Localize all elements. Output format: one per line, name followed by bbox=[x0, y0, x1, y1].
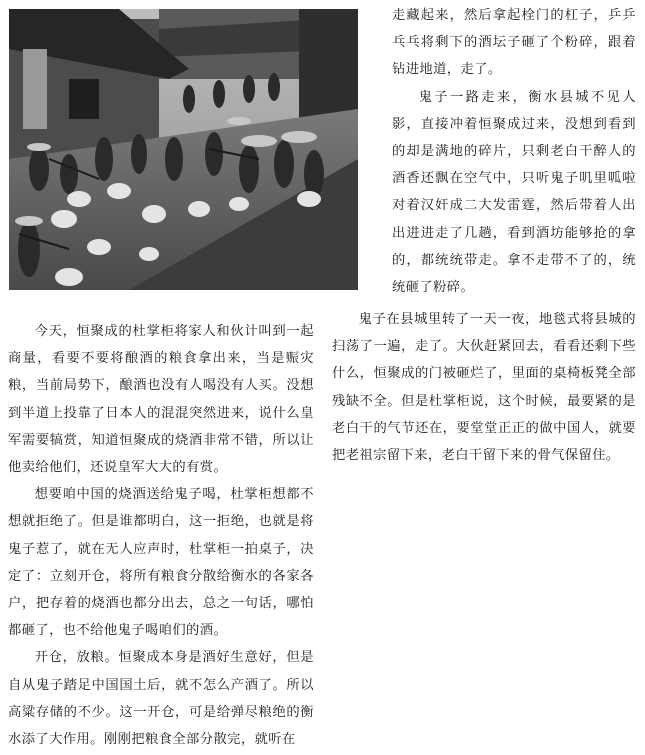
historical-photo bbox=[9, 9, 358, 290]
paragraph: 今天，恒聚成的杜掌柜将家人和伙计叫到一起商量，看要不要将酿酒的粮食拿出来，当是赈灾粮，当前局势下，酿酒也没有人喝没有人买。没想到半道上投靠了日本人的混混突然进来，说什么皇军需要犒赏，知道恒聚成的烧酒非常不错，所以让他卖给他们，还说皇军大大的有赏。 bbox=[8, 324, 314, 476]
right-column-top bbox=[392, 2, 636, 301]
left-column bbox=[8, 318, 314, 753]
paragraph: 鬼子一路走来，衡水县城不见人影，直接冲着恒聚成过来，没想到看到的却是满地的碎片，只剩老白干醉人的酒香还飘在空气中，只听鬼子叽里呱啦对着汉奸成二大发雷霆，然后带着人出出进进走了几趟，看到酒坊能够抢的拿的，都统统带走。拿不走带不了的，统统砸了粉碎。 bbox=[392, 89, 636, 296]
right-column-bottom bbox=[332, 306, 636, 469]
paragraph: 想要咱中国的烧酒送给鬼子喝，杜掌柜想都不想就拒绝了。但是谁都明白，这一拒绝，也就是将鬼子惹了，就在无人应声时，杜掌柜一拍桌子，决定了：立刻开仓，将所有粮食分散给衡水的各家各户，把存着的烧酒也都分出去，总之一句话，哪怕都砸了，也不给他鬼子喝咱们的酒。 bbox=[8, 487, 314, 639]
village-scene-image bbox=[9, 9, 358, 290]
paragraph: 鬼子在县城里转了一天一夜，地毯式将县城的扫荡了一遍，走了。大伙赶紧回去，看看还剩下些什么，恒聚成的门被砸烂了，里面的桌椅板凳全部残缺不全。但是杜掌柜说，这个时候，最要紧的是老白干的气节还在，要堂堂正正的做中国人，就要把老祖宗留下来，老白干留下来的骨气保留住。 bbox=[332, 312, 636, 464]
paragraph: 走藏起来，然后拿起栓门的杠子，乒乒乓乓将剩下的酒坛子砸了个粉碎，跟着钻进地道，走了。 bbox=[392, 8, 636, 78]
paragraph: 开仓，放粮。恒聚成本身是酒好生意好，但是自从鬼子踏足中国国土后，就不怎么产酒了。所以高粱存储的不少。这一开仓，可是给弹尽粮绝的衡水添了大作用。刚刚把粮食全部分散完，就听在 bbox=[8, 650, 314, 748]
